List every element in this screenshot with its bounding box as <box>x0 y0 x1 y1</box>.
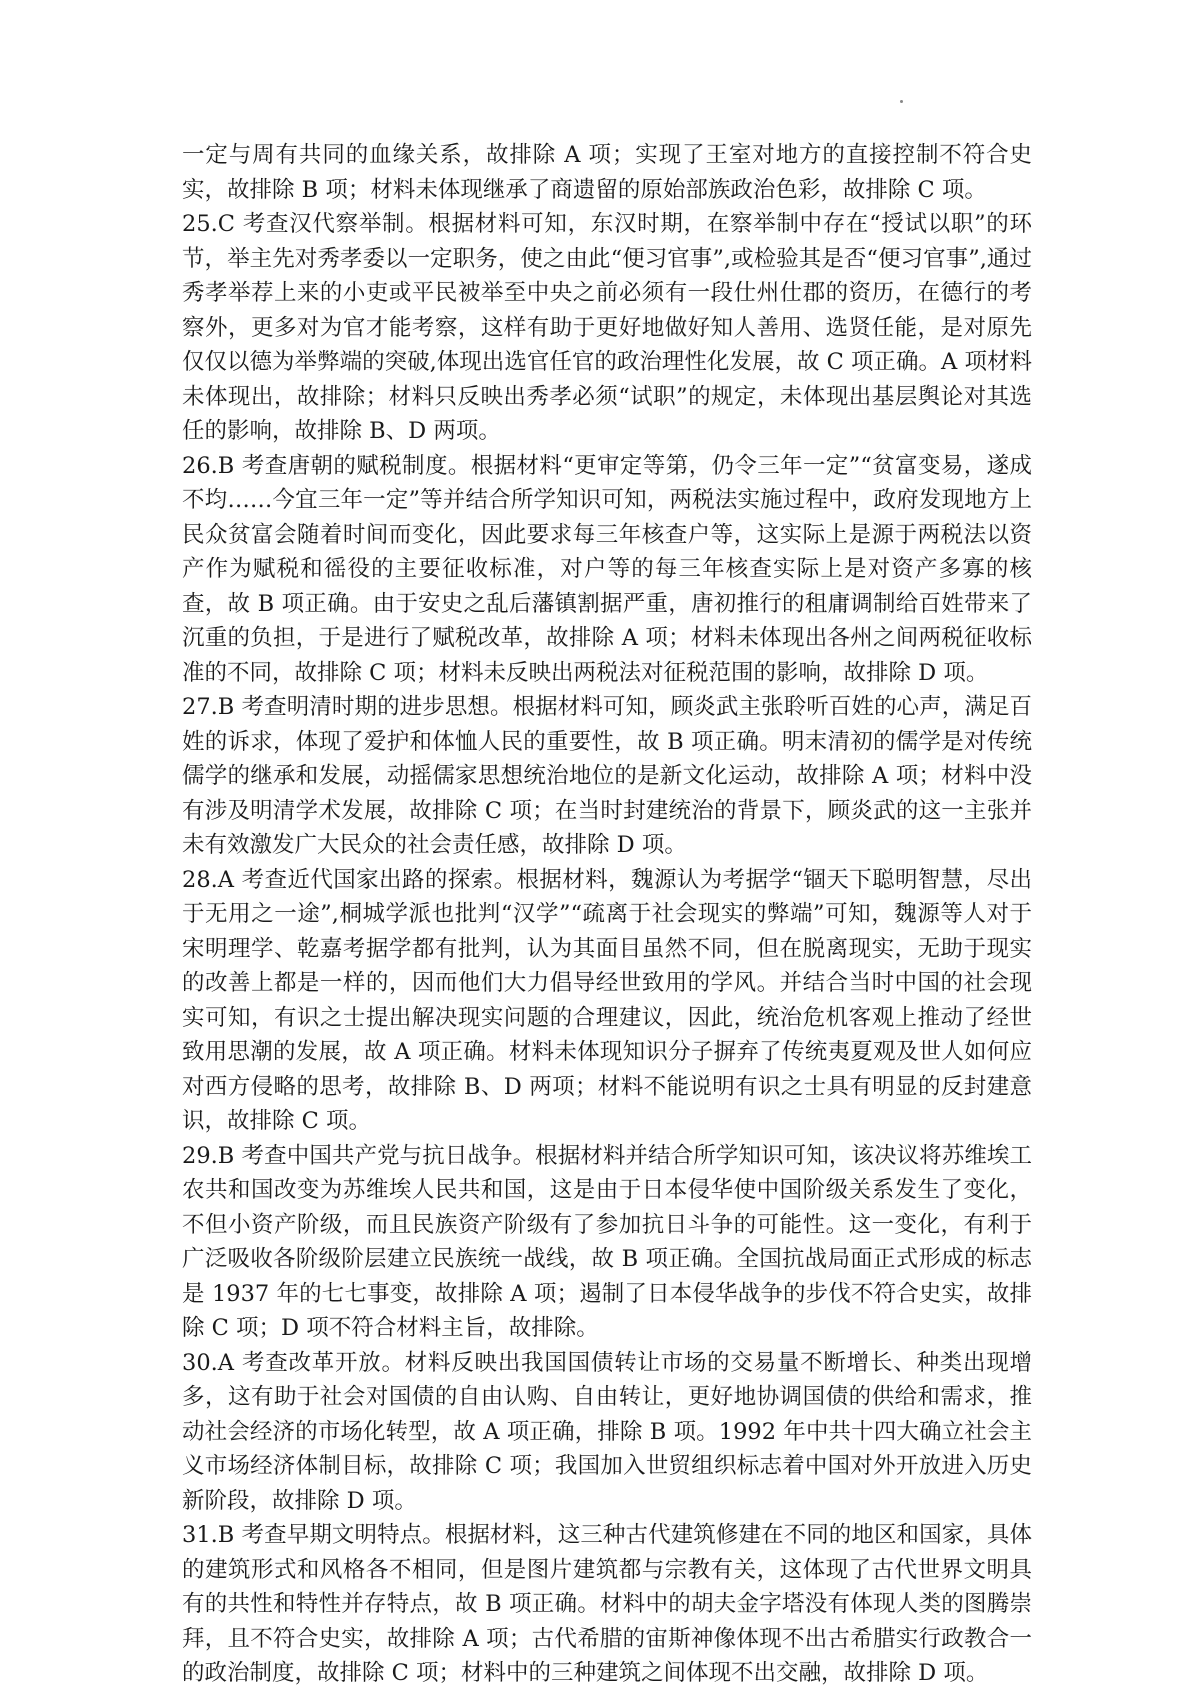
paragraph-answer-29: 29.B 考查中国共产党与抗日战争。根据材料并结合所学知识可知，该决议将苏维埃工农共和国改变为苏维埃人民共和国，这是由于日本侵华使中国阶级关系发生了变化，不但小资产阶级，而且民族资产阶级有了参加抗日斗争的可能性。这一变化，有利于广泛吸收各阶级阶层建立民族统一战线，故 B 项正确。全国抗战局面正式形成的标志是 1937 年的七七事变，故排除 A 项；遏制了日本侵华战争的步伐不符合史实，故排除 C 项；D 项不符合材料主旨，故排除。 <box>182 1142 1032 1341</box>
scan-speck <box>900 100 903 103</box>
answer-explanation-page <box>182 138 1032 1691</box>
paragraph-answer-31: 31.B 考查早期文明特点。根据材料，这三种古代建筑修建在不同的地区和国家，具体的建筑形式和风格各不相同，但是图片建筑都与宗教有关，这体现了古代世界文明具有的共性和特性并存特点，故 B 项正确。材料中的胡夫金字塔没有体现人类的图腾崇拜，且不符合史实，故排除 A 项；古代希腊的宙斯神像体现不出古希腊实行政教合一的政治制度，故排除 C 项；材料中的三种建筑之间体现不出交融，故排除 D 项。 <box>182 1522 1032 1686</box>
paragraph-answer-28: 28.A 考查近代国家出路的探索。根据材料，魏源认为考据学“锢天下聪明智慧，尽出于无用之一途”,桐城学派也批判“汉学”“疏离于社会现实的弊端”可知，魏源等人对于宋明理学、乾嘉考据学都有批判，认为其面目虽然不同，但在脱离现实，无助于现实的改善上都是一样的，因而他们大力倡导经世致用的学风。并结合当时中国的社会现实可知，有识之士提出解决现实问题的合理建议，因此，统治危机客观上推动了经世致用思潮的发展，故 A 项正确。材料未体现知识分子摒弃了传统夷夏观及世人如何应对西方侵略的思考，故排除 B、D 两项；材料不能说明有识之士具有明显的反封建意识，故排除 C 项。 <box>182 866 1032 1134</box>
paragraph-24-continued: 一定与周有共同的血缘关系，故排除 A 项；实现了王室对地方的直接控制不符合史实，故排除 B 项；材料未体现继承了商遗留的原始部族政治色彩，故排除 C 项。 <box>182 142 1032 203</box>
paragraph-answer-27: 27.B 考查明清时期的进步思想。根据材料可知，顾炎武主张聆听百姓的心声，满足百姓的诉求，体现了爱护和体恤人民的重要性，故 B 项正确。明末清初的儒学是对传统儒学的继承和发展，动摇儒家思想统治地位的是新文化运动，故排除 A 项；材料中没有涉及明清学术发展，故排除 C 项；在当时封建统治的背景下，顾炎武的这一主张并未有效激发广大民众的社会责任感，故排除 D 项。 <box>182 694 1032 858</box>
paragraph-answer-26: 26.B 考查唐朝的赋税制度。根据材料“更审定等第，仍令三年一定”“贫富变易，遂成不均……今宜三年一定”等并结合所学知识可知，两税法实施过程中，政府发现地方上民众贫富会随着时间而变化，因此要求每三年核查户等，这实际上是源于两税法以资产作为赋税和徭役的主要征收标准，对户等的每三年核查实际上是对资产多寡的核查，故 B 项正确。由于安史之乱后藩镇割据严重，唐初推行的租庸调制给百姓带来了沉重的负担，于是进行了赋税改革，故排除 A 项；材料未体现出各州之间两税征收标准的不同，故排除 C 项；材料未反映出两税法对征税范围的影响，故排除 D 项。 <box>182 452 1032 686</box>
paragraph-answer-25: 25.C 考查汉代察举制。根据材料可知，东汉时期，在察举制中存在“授试以职”的环节，举主先对秀孝委以一定职务，使之由此“便习官事”,或检验其是否“便习官事”,通过秀孝举荐上来的小吏或平民被举至中央之前必须有一段仕州仕郡的资历，在德行的考察外，更多对为官才能考察，这样有助于更好地做好知人善用、选贤任能，是对原先仅仅以德为举弊端的突破,体现出选官任官的政治理性化发展，故 C 项正确。A 项材料未体现出，故排除；材料只反映出秀孝必须“试职”的规定，未体现出基层舆论对其选任的影响，故排除 B、D 两项。 <box>182 211 1032 444</box>
paragraph-answer-30: 30.A 考查改革开放。材料反映出我国国债转让市场的交易量不断增长、种类出现增多，这有助于社会对国债的自由认购、自由转让，更好地协调国债的供给和需求，推动社会经济的市场化转型，故 A 项正确，排除 B 项。1992 年中共十四大确立社会主义市场经济体制目标，故排除 C 项；我国加入世贸组织标志着中国对外开放进入历史新阶段，故排除 D 项。 <box>182 1349 1032 1514</box>
